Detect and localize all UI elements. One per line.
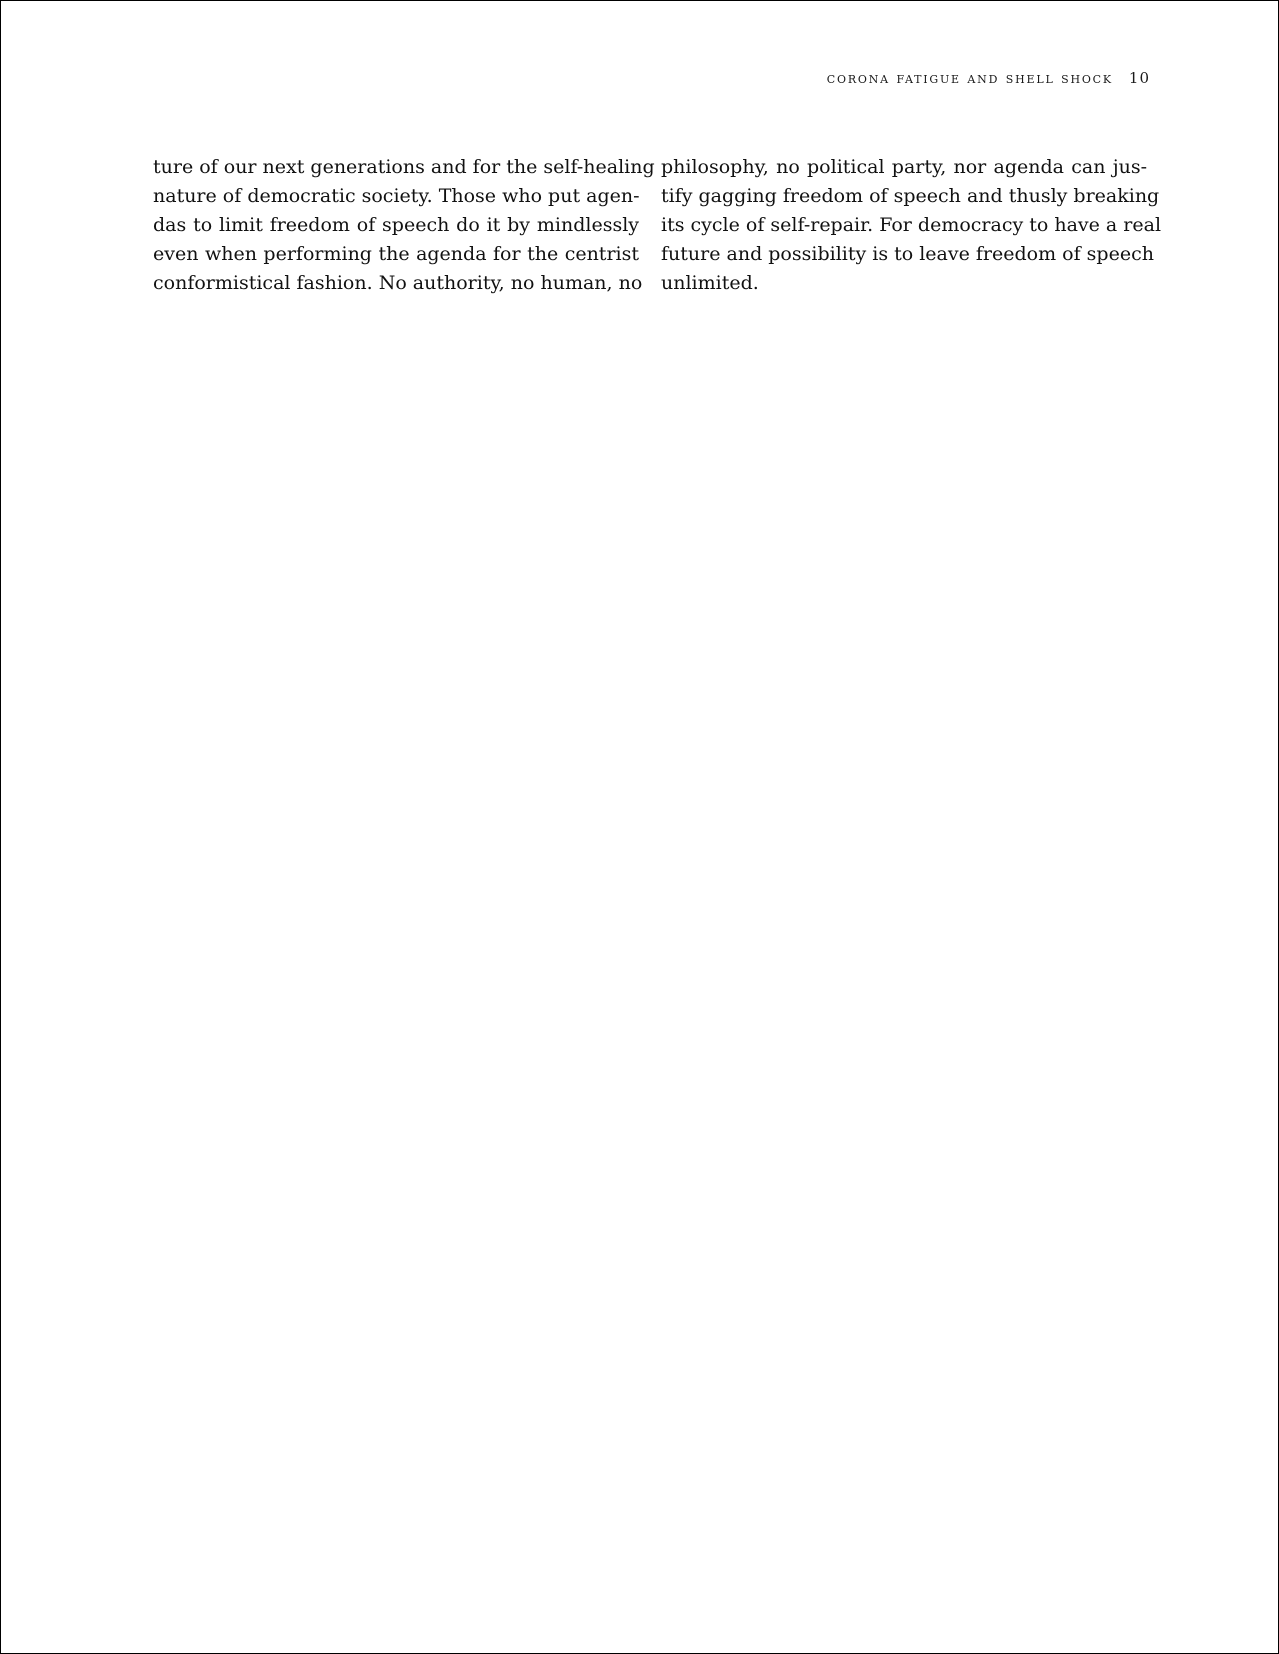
text-line: even when performing the agenda for the centrist	[153, 243, 639, 265]
right-column	[661, 153, 1162, 298]
text-line: nature of democratic society. Those who put agen-	[153, 185, 640, 207]
text-line: unlimited.	[661, 272, 759, 294]
running-header	[827, 69, 1150, 87]
left-column	[153, 153, 655, 298]
text-line: ture of our next generations and for the self-healing	[153, 156, 655, 178]
text-line: its cycle of self-repair. For democracy to have a real	[661, 214, 1162, 236]
page-number: 10	[1128, 69, 1150, 87]
text-line: das to limit freedom of speech do it by mindlessly	[153, 214, 639, 236]
text-line: future and possibility is to leave freedom of speech	[661, 243, 1154, 265]
text-line: tify gagging freedom of speech and thusly breaking	[661, 185, 1160, 207]
text-line: conformistical fashion. No authority, no human, no	[153, 272, 643, 294]
text-line: philosophy, no political party, nor agenda can jus-	[661, 156, 1147, 178]
running-title: corona fatigue and shell shock	[826, 69, 1113, 87]
